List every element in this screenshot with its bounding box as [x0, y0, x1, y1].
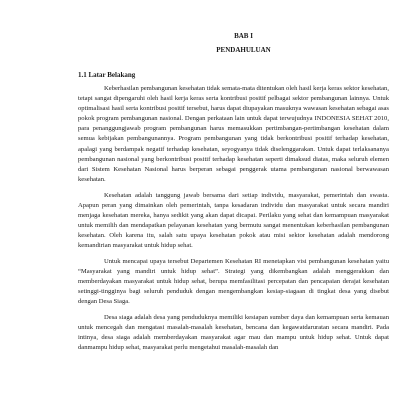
paragraph-1: Keberhasilan pembangunan kesehatan tidak semata-mata ditentukan oleh hasil kerja keras sektor kesehatan, tetapi sangat dipengaruhi oleh hasil kerja keras serta kontribusi positif pelbagai sektor pembangunan lainnya. Untuk optimalisasi hasil serta kontribusi positif tersebut, harus dapat diupayakan masuknya wawasan kesehatan sebagai asas pokok program pembangunan nasional. Dengan perkataan lain untuk dapat terwujudnya INDONESIA SEHAT 2010, para penanggungjawab program pembangunan harus memasukkan pertimbangan-pertimbangan kesehatan dalam semua kebijakan pembangunannya. Program pembangunan yang tidak berkontribusi positif terhadap kesehatan, apalagi yang berdampak negatif terhadap kesehatan, seyogyanya tidak diselenggarakan. Untuk dapat terlaksananya pembangunan nasional yang berkontribusi positif terhadap kesehatan seperti dimaksud diatas, maka seluruh elemen dari Sistem Kesehatan Nasional harus berperan sebagai penggerak utama pembangunan nasional berwawasan kesehatan. — [78, 85, 389, 183]
section-heading: 1.1 Latar Belakang — [78, 71, 136, 79]
chapter-title: PENDAHULUAN — [216, 46, 271, 54]
paragraph-4: Desa siaga adalah desa yang penduduknya memiliki kesiapan sumber daya dan kemampuan serta kemauan untuk mencegah dan mengatasi masalah-masalah kesehatan, bencana dan kegawatdaruratan secara mandiri. Pada intinya, desa siaga adalah memberdayakan masyarakat agar mau dan mampu untuk hidup sehat. Untuk dapat danmampu hidup sehat, masyarakat perlu mengetahui masalah-masalah dan — [78, 313, 389, 352]
chapter-number: BAB I — [234, 32, 253, 40]
paragraph-2: Kesehatan adalah tanggung jawab bersama dari setiap individu, masyarakat, pemerintah dan swasta. Apapun peran yang dimainkan oleh pemerintah, tanpa kesadaran individu dan masyarakat untuk secara mandiri menjaga kesehatan mereka, hanya sedikit yang akan dapat dicapai. Perilaku yang sehat dan kemampuan masyarakat untuk memilih dan mendapatkan pelayanan kesehatan yang bermutu sangat menentukan keberhasilan pembangunan kesehatan. Oleh karena itu, salah satu upaya kesehatan pokok atau misi sektor kesehatan adalah mendorong kemandirian masyarakat untuk hidup sehat. — [78, 191, 389, 249]
paragraph-3: Untuk mencapai upaya tersebut Departemen Kesehatan RI menetapkan visi pembangunan kesehatan yaitu “Masyarakat yang mandiri untuk hidup sehat”. Strategi yang dikembangkan adalah menggerakkan dan memberdayakan masyarakat untuk hidup sehat, berupa memfasilitasi percepatan dan pencapaian derajat kesehatan setinggi-tingginya bagi seluruh penduduk dengan mengembangkan kesiap-siagaan di tingkat desa yang disebut dengan Desa Siaga. — [78, 257, 389, 306]
